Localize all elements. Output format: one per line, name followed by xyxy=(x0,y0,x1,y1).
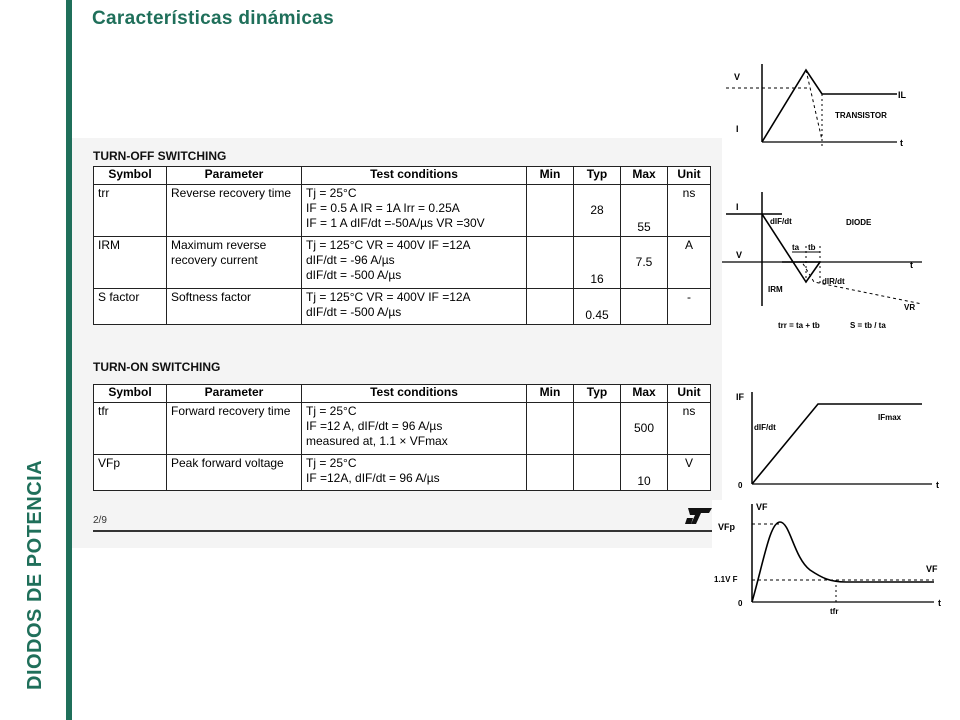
condition-line: dIF/dt = -500 A/µs xyxy=(306,305,402,319)
voltage-trace xyxy=(806,70,822,140)
col-header: Parameter xyxy=(167,167,302,185)
parameter-cell: Maximum reverse recovery current xyxy=(167,237,302,289)
i-label: I xyxy=(736,124,739,134)
typ-cell: 0.45 xyxy=(574,289,621,325)
col-header: Min xyxy=(527,385,574,403)
condition-line: IF = 1 A dIF/dt =-50A/µs VR =30V xyxy=(306,216,485,230)
if-label: IF xyxy=(736,392,744,402)
conditions-cell xyxy=(302,237,527,289)
parameter-cell: Peak forward voltage xyxy=(167,455,302,491)
unit-cell: V xyxy=(668,455,711,491)
condition-line: dIF/dt = -500 A/µs xyxy=(306,268,402,282)
symbol-cell: VFp xyxy=(94,455,167,491)
parameter-cell: Forward recovery time xyxy=(167,403,302,455)
table-row xyxy=(94,289,711,325)
condition-line: IF =12 A, dIF/dt = 96 A/µs xyxy=(306,419,443,433)
vr-label: VR xyxy=(904,303,916,312)
max-cell: 55 xyxy=(621,185,668,237)
max-cell: 10 xyxy=(621,455,668,491)
min-cell xyxy=(527,455,574,491)
condition-line: IF = 0.5 A IR = 1A Irr = 0.25A xyxy=(306,201,460,215)
forward-current-diagram xyxy=(722,388,958,492)
conditions-cell xyxy=(302,403,527,455)
parameter-cell: Softness factor xyxy=(167,289,302,325)
col-header: Typ xyxy=(574,385,621,403)
t-label: t xyxy=(910,260,913,270)
vfp-label: VFp xyxy=(718,522,735,532)
dir-label: dIR/dt xyxy=(822,277,845,286)
unit-cell: A xyxy=(668,237,711,289)
table-row xyxy=(94,455,711,491)
il-label: IL xyxy=(898,90,906,100)
typ-cell: 28 xyxy=(574,185,621,237)
v-label: V xyxy=(734,72,741,82)
vf11-label: 1.1V F xyxy=(714,575,738,584)
table-row xyxy=(94,403,711,455)
conditions-cell xyxy=(302,185,527,237)
unit-cell: ns xyxy=(668,403,711,455)
conditions-cell xyxy=(302,289,527,325)
col-header: Parameter xyxy=(167,385,302,403)
sidebar-section-label: DIODOS DE POTENCIA xyxy=(24,459,46,690)
max-cell xyxy=(621,289,668,325)
v-label: V xyxy=(736,250,743,260)
table-header-row xyxy=(94,385,711,403)
col-header: Unit xyxy=(668,167,711,185)
turn-off-table xyxy=(93,166,711,325)
conditions-cell xyxy=(302,455,527,491)
forward-voltage-diagram xyxy=(712,500,958,618)
condition-line: Tj = 25°C xyxy=(306,186,357,200)
max-cell: 500 xyxy=(621,403,668,455)
col-header: Max xyxy=(621,385,668,403)
footer-divider xyxy=(93,530,713,532)
dif-label: dIF/dt xyxy=(770,217,792,226)
st-logo-icon xyxy=(684,506,714,526)
tfr-label: tfr xyxy=(830,607,839,616)
col-header: Typ xyxy=(574,167,621,185)
max-cell: 7.5 xyxy=(621,237,668,289)
i-label: I xyxy=(736,202,739,212)
zero-label: 0 xyxy=(738,599,743,608)
col-header: Symbol xyxy=(94,385,167,403)
col-header: Min xyxy=(527,167,574,185)
condition-line: Tj = 25°C xyxy=(306,456,357,470)
symbol-cell: tfr xyxy=(94,403,167,455)
vf-axis-label: VF xyxy=(756,502,768,512)
turn-on-table xyxy=(93,384,711,491)
condition-line: IF =12A, dIF/dt = 96 A/µs xyxy=(306,471,440,485)
typ-cell xyxy=(574,403,621,455)
page-title: Características dinámicas xyxy=(92,8,334,29)
turn-off-title: TURN-OFF SWITCHING xyxy=(93,149,227,163)
irm-label: IRM xyxy=(768,285,783,294)
turn-on-title: TURN-ON SWITCHING xyxy=(93,360,221,374)
diode-diagram xyxy=(722,186,958,334)
t-label: t xyxy=(900,138,903,148)
col-header: Test conditions xyxy=(302,167,527,185)
diode-label: DIODE xyxy=(846,218,872,227)
table-header-row xyxy=(94,167,711,185)
tb-label: tb xyxy=(808,243,816,252)
table-row xyxy=(94,185,711,237)
vf-trace xyxy=(752,522,934,602)
trr-formula: trr = ta + tb xyxy=(778,321,820,330)
transistor-label: TRANSISTOR xyxy=(835,111,887,120)
min-cell xyxy=(527,289,574,325)
condition-line: Tj = 25°C xyxy=(306,404,357,418)
unit-cell: ns xyxy=(668,185,711,237)
min-cell xyxy=(527,185,574,237)
condition-line: Tj = 125°C VR = 400V IF =12A xyxy=(306,238,471,252)
symbol-cell: S factor xyxy=(94,289,167,325)
table-row xyxy=(94,237,711,289)
min-cell xyxy=(527,403,574,455)
parameter-cell: Reverse recovery time xyxy=(167,185,302,237)
typ-cell: 16 xyxy=(574,237,621,289)
vf-right-label: VF xyxy=(926,564,938,574)
symbol-cell: IRM xyxy=(94,237,167,289)
symbol-cell: trr xyxy=(94,185,167,237)
condition-line: measured at, 1.1 × VFmax xyxy=(306,434,448,448)
unit-cell: - xyxy=(668,289,711,325)
col-header: Unit xyxy=(668,385,711,403)
t-label: t xyxy=(936,480,939,490)
current-trace xyxy=(762,70,897,142)
col-header: Test conditions xyxy=(302,385,527,403)
dif-label: dIF/dt xyxy=(754,423,776,432)
page-number: 2/9 xyxy=(93,515,107,526)
col-header: Max xyxy=(621,167,668,185)
condition-line: dIF/dt = -96 A/µs xyxy=(306,253,395,267)
col-header: Symbol xyxy=(94,167,167,185)
ifmax-label: IFmax xyxy=(878,413,902,422)
typ-cell xyxy=(574,455,621,491)
zero-label: 0 xyxy=(738,481,743,490)
t-label: t xyxy=(938,598,941,608)
ta-label: ta xyxy=(792,243,800,252)
min-cell xyxy=(527,237,574,289)
condition-line: Tj = 125°C VR = 400V IF =12A xyxy=(306,290,471,304)
s-formula: S = tb / ta xyxy=(850,321,886,330)
transistor-diagram xyxy=(722,62,958,148)
